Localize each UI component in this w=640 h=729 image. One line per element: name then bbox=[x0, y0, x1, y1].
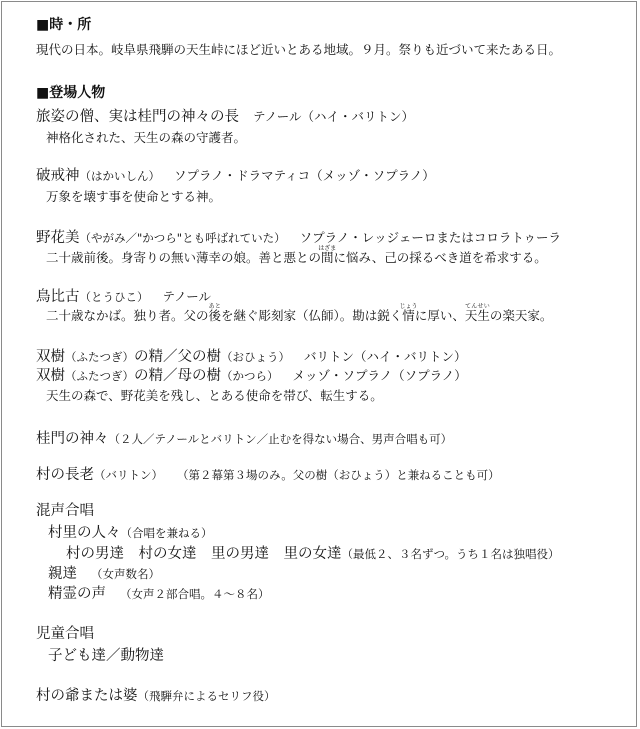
old-man-role: 村の爺または婆 bbox=[36, 688, 138, 704]
tohiko-desc-part: 二十歳なかば。独り者。父の bbox=[46, 308, 209, 323]
souju-mother-reading-2: （かつら） bbox=[221, 369, 279, 383]
souju-mother-reading: （ふたつぎ） bbox=[65, 369, 134, 383]
ruby-base: 情 bbox=[399, 308, 418, 323]
ruby-text: じょう bbox=[399, 303, 418, 310]
village-elder-role: 村の長老 bbox=[36, 467, 94, 483]
nobanami-voice: ソプラノ・レッジェーロまたはコロラトゥーラ bbox=[299, 230, 562, 245]
nobanami-desc-part: 二十歳前後。身寄りの無い薄幸の娘。善と悪との bbox=[46, 250, 322, 265]
keimon-gods-note: （２人／テノールとバリトン／止むを得ない場合、男声合唱も可） bbox=[108, 432, 453, 446]
spirits-label: 精霊の声 bbox=[48, 586, 106, 602]
ruby-text: あと bbox=[208, 303, 222, 310]
old-man-note: （飛騨弁によるセリフ役） bbox=[137, 689, 276, 703]
villager-groups-note: （最低２、３名ずつ。うち１名は独唱役） bbox=[341, 547, 560, 561]
tohiko-role: 鳥比古 bbox=[36, 289, 80, 305]
tohiko-desc-part: を継ぐ彫刻家（仏師）。勘は鋭く bbox=[221, 308, 403, 323]
ruby-ato bbox=[208, 303, 222, 323]
spirits-line bbox=[48, 582, 270, 603]
monk-desc: 神格化された、天生の森の守護者。 bbox=[46, 130, 247, 145]
nobanami-desc bbox=[46, 245, 547, 266]
souju-father-role-2: の精／父の樹 bbox=[134, 349, 221, 365]
villagers-line bbox=[48, 521, 213, 542]
nobanami-desc-part: に悩み、己の採るべき道を希求する。 bbox=[333, 250, 547, 265]
nobanami-role: 野花美 bbox=[36, 230, 80, 246]
village-elder-reading: （バリトン） bbox=[94, 468, 163, 482]
villager-groups-line bbox=[66, 542, 560, 563]
monk-voice: テノール（ハイ・バリトン） bbox=[253, 109, 415, 124]
cast-nobanami bbox=[36, 226, 561, 247]
souju-mother-role-2: の精／母の樹 bbox=[134, 368, 221, 384]
children-chorus-line: 子ども達／動物達 bbox=[48, 648, 164, 664]
hakaishin-reading: （はかいしん） bbox=[79, 169, 160, 183]
souju-father-reading-2: （おひょう） bbox=[221, 350, 290, 364]
cast-monk bbox=[36, 105, 414, 126]
setting-heading: ■時・所 bbox=[36, 17, 92, 33]
spirits-note: （女声２部合唱。４～８名） bbox=[120, 587, 270, 601]
souju-father-voice: バリトン（ハイ・バリトン） bbox=[304, 349, 467, 364]
cast-old-man bbox=[36, 684, 276, 705]
souju-mother-voice: メッゾ・ソプラノ（ソプラノ） bbox=[292, 368, 467, 383]
relatives-label: 親達 bbox=[48, 566, 77, 582]
ruby-hazama bbox=[318, 245, 337, 265]
cast-heading: ■登場人物 bbox=[36, 85, 106, 101]
villager-groups: 村の男達 村の女達 里の男達 里の女達 bbox=[66, 546, 342, 562]
tohiko-desc-part: に厚い、 bbox=[414, 308, 465, 323]
cast-keimon-gods bbox=[36, 427, 452, 448]
hakaishin-desc: 万象を壊す事を使命とする神。 bbox=[46, 189, 222, 204]
relatives-line bbox=[48, 562, 160, 583]
keimon-gods-role: 桂門の神々 bbox=[36, 431, 109, 447]
souju-mother-role: 双樹 bbox=[36, 368, 65, 384]
tohiko-desc bbox=[46, 303, 552, 324]
village-elder-note: （第２幕第３場のみ。父の樹（おひょう）と兼ねることも可） bbox=[177, 468, 500, 482]
ruby-base: 間 bbox=[318, 250, 337, 265]
ruby-base: 後 bbox=[208, 308, 222, 323]
nobanami-reading: （やがみ／"かつら"とも呼ばれていた） bbox=[79, 231, 286, 245]
cast-souju-father bbox=[36, 345, 467, 366]
villagers-label: 村里の人々 bbox=[48, 525, 121, 541]
ruby-jou bbox=[399, 303, 418, 323]
tohiko-reading: （とうひこ） bbox=[79, 290, 149, 304]
cast-hakaishin bbox=[36, 164, 435, 185]
ruby-base: 天生 bbox=[464, 308, 490, 323]
ruby-text: てんせい bbox=[464, 303, 490, 310]
hakaishin-voice: ソプラノ・ドラマティコ（メッゾ・ソプラノ） bbox=[174, 168, 435, 183]
children-chorus-heading: 児童合唱 bbox=[36, 626, 94, 642]
cast-souju-mother bbox=[36, 364, 467, 385]
document-page bbox=[1, 1, 637, 727]
souju-father-reading: （ふたつぎ） bbox=[65, 350, 134, 364]
cast-village-elder bbox=[36, 463, 500, 484]
souju-desc: 天生の森で、野花美を残し、とある使命を帯び、転生する。 bbox=[46, 388, 383, 403]
tohiko-voice: テノール bbox=[162, 289, 212, 304]
ruby-text: はざま bbox=[318, 245, 337, 252]
setting-text: 現代の日本。岐阜県飛騨の天生峠にほど近いとある地域。９月。祭りも近づいて来たある日。 bbox=[36, 42, 562, 57]
hakaishin-role: 破戒神 bbox=[36, 168, 80, 184]
relatives-note: （女声数名） bbox=[91, 567, 160, 581]
mixed-chorus-heading: 混声合唱 bbox=[36, 503, 94, 519]
tohiko-desc-part: の楽天家。 bbox=[489, 308, 553, 323]
monk-role: 旅姿の僧、実は桂門の神々の長 bbox=[36, 109, 239, 125]
villagers-note: （合唱を兼ねる） bbox=[120, 526, 213, 540]
ruby-tensei bbox=[464, 303, 490, 323]
souju-father-role: 双樹 bbox=[36, 349, 65, 365]
